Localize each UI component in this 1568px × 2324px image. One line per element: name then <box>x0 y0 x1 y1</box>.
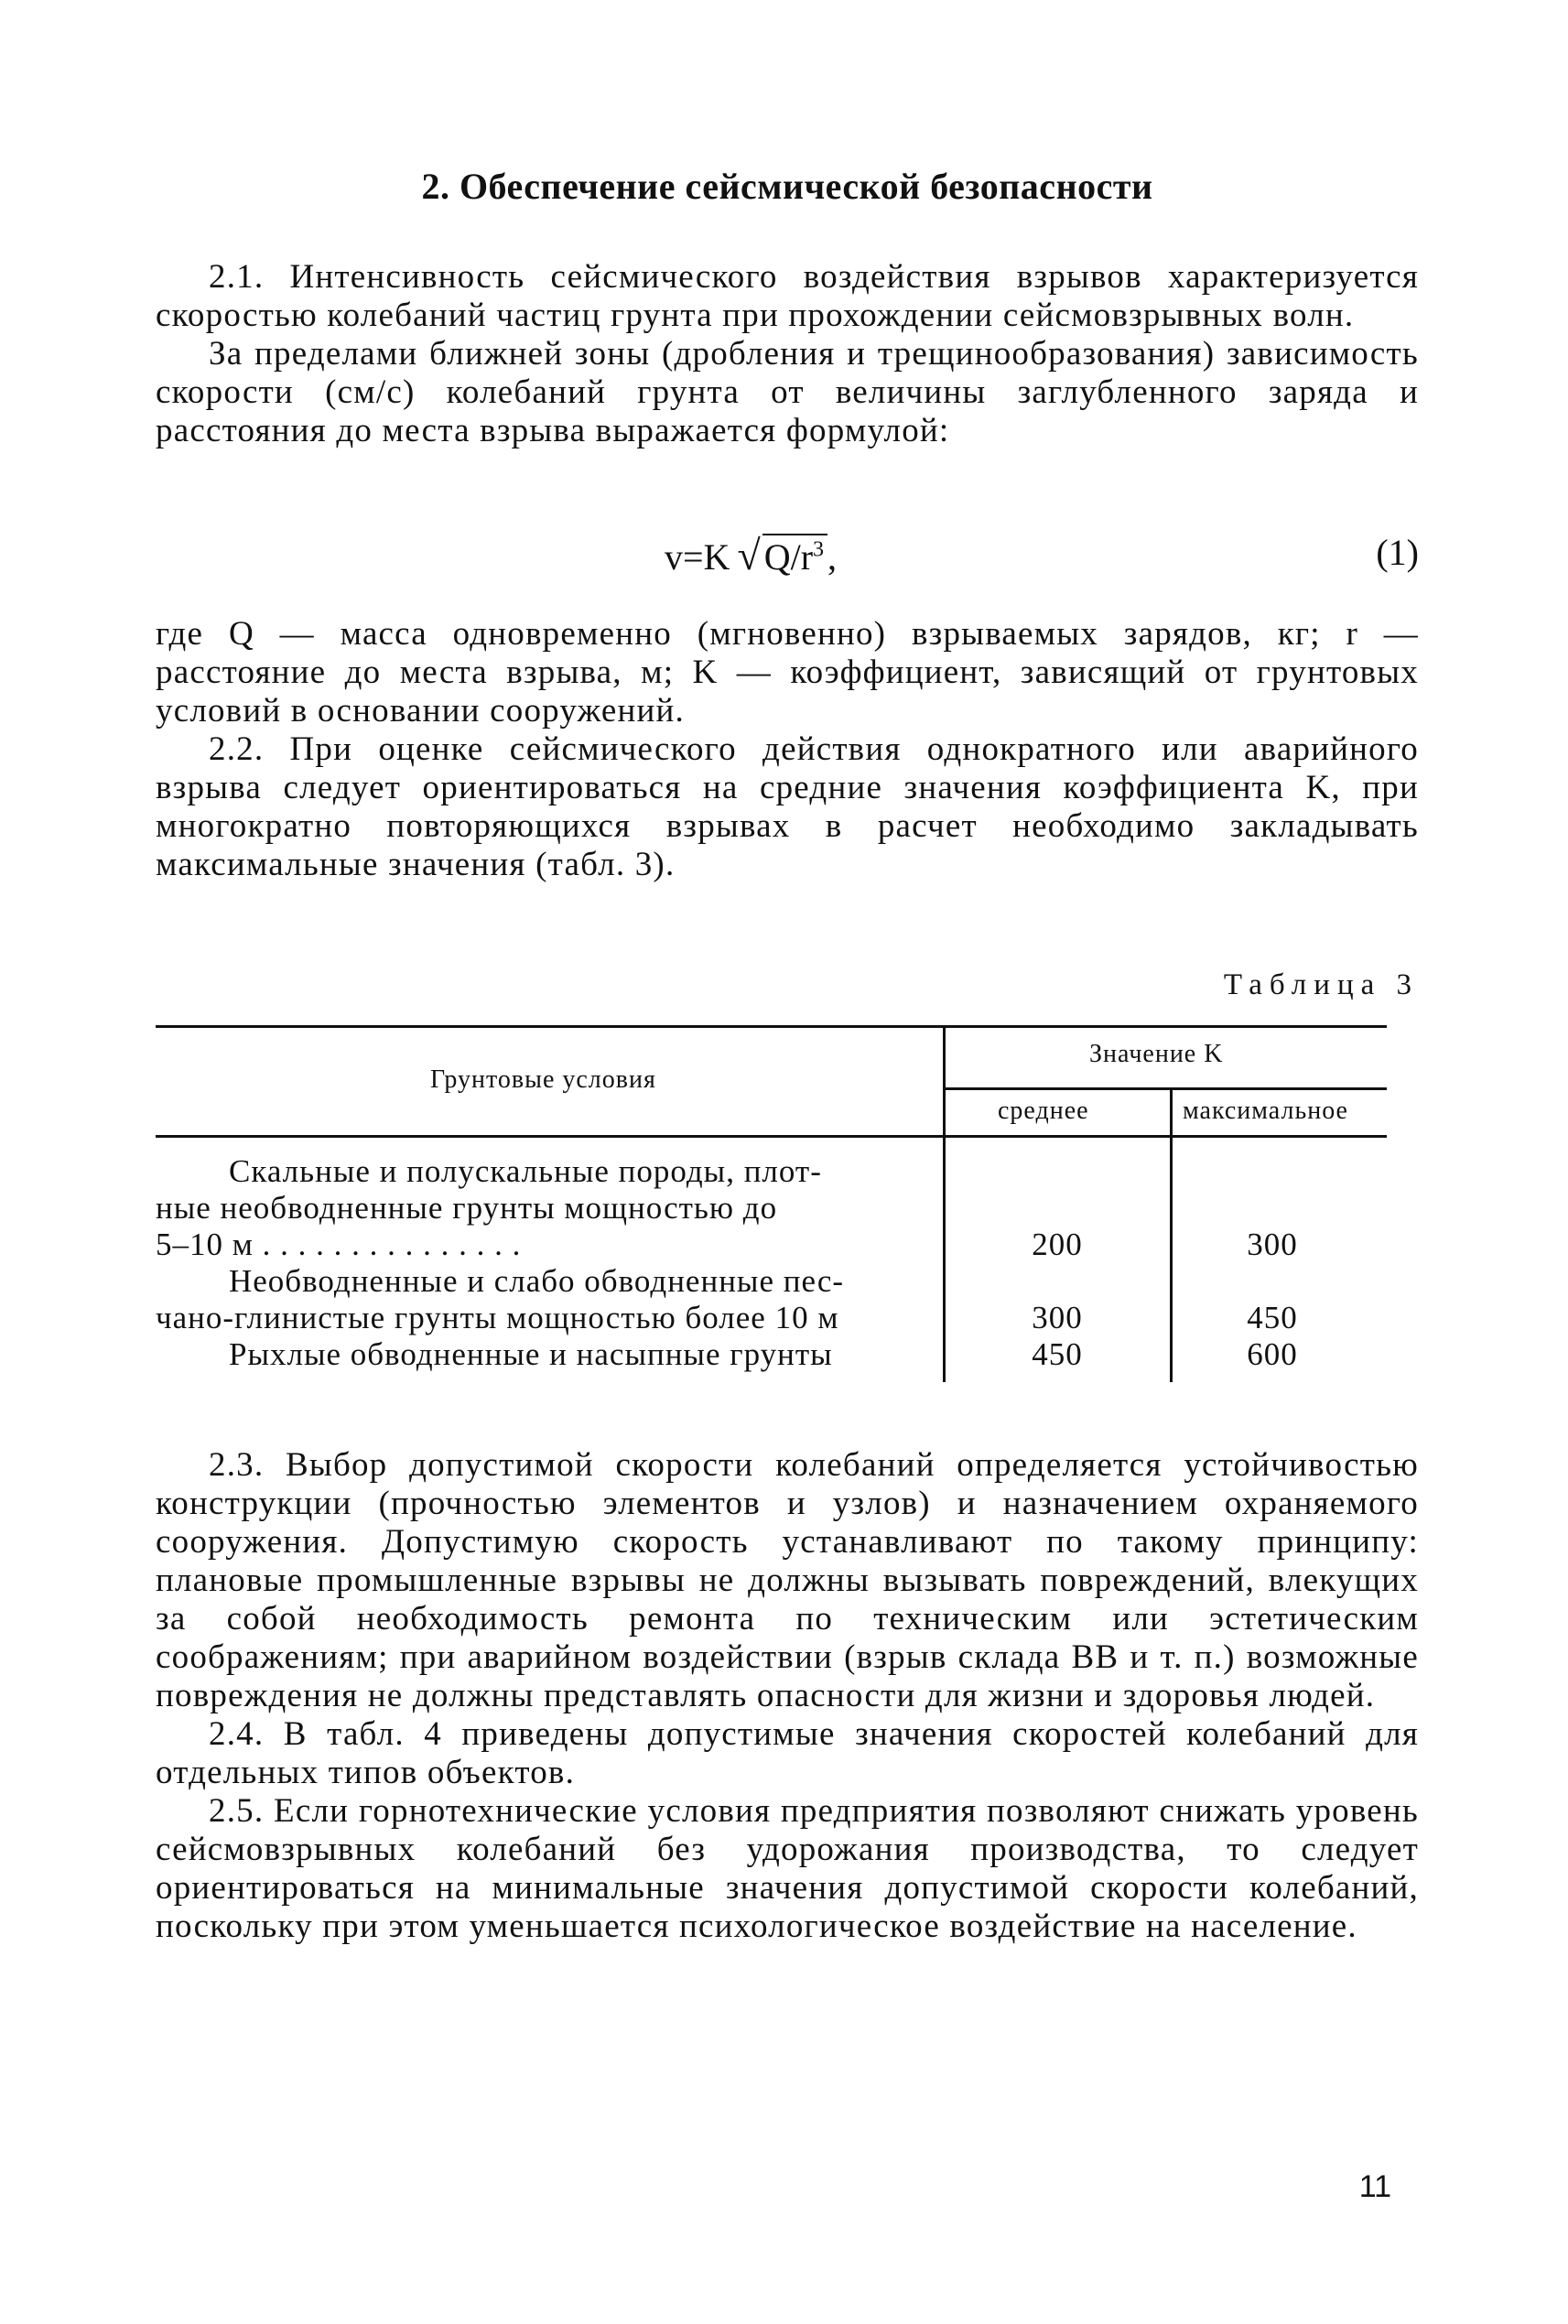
table-3 <box>156 1025 1387 1391</box>
text-block-definitions <box>156 615 1419 884</box>
header-soil-conditions: Грунтовые условия <box>430 1065 656 1094</box>
header-max: максимальное <box>1183 1097 1348 1125</box>
table-header-bottom-rule <box>156 1135 1387 1138</box>
row-1-line-1: Скальные и полускальные породы, плот- <box>229 1153 822 1189</box>
section-title: 2. Обеспечение сейсмической безопасности <box>421 166 1153 207</box>
paragraph-2-1: 2.1. Интенсивность сейсмического воздействия взрывов характеризуется скоростью колебаний частиц грунта при прохождении сейсмовзрывных волн. <box>156 258 1419 334</box>
paragraph-2-3: 2.3. Выбор допустимой скорости колебаний определяется устойчивостью конструкции (прочностью элементов и узлов) и назначением охраняемого сооружения. Допустимую скорость устанавливают по такому принципу: плановые промышленные взрывы не должны вызывать повреждений, влекущих за собой необходимость ремонта по техническим или эстетическим соображениям; при аварийном воздействии (взрыв склада ВВ и т. п.) возможные повреждения не должны представлять опасности для жизни и здоровья людей. <box>156 1446 1419 1714</box>
row-2-max: 450 <box>1247 1300 1298 1335</box>
header-k-value: Значение K <box>1089 1040 1224 1068</box>
table-caption: Таблица 3 <box>1223 968 1419 1001</box>
header-mean: среднее <box>998 1097 1089 1125</box>
table-column-divider-1 <box>943 1025 946 1382</box>
row-2-line-1: Необводненные и слабо обводненные пес- <box>229 1263 845 1299</box>
paragraph-near-zone: За пределами ближней зоны (дробления и трещинообразования) зависимость скорости (см/с) колебаний грунта от величины заглубленного заряда и расстояния до места взрыва выражается формулой: <box>156 335 1419 449</box>
formula-radicand <box>762 534 827 578</box>
formula-trailing: , <box>827 536 838 578</box>
text-block-intro <box>156 258 1419 450</box>
formula-1 <box>156 531 1419 586</box>
formula-number: (1) <box>1376 532 1419 573</box>
row-3-mean: 450 <box>1032 1336 1083 1372</box>
page-number: 11 <box>1358 2169 1391 2204</box>
paragraph-2-5: 2.5. Если горнотехнические условия предприятия позволяют снижать уровень сейсмовзрывных колебаний без удорожания производства, то следует ориентироваться на минимальные значения допустимой скорости колебаний, поскольку при этом уменьшается психологическое воздействие на население. <box>156 1792 1419 1945</box>
table-k-subheader-rule <box>945 1087 1387 1090</box>
paragraph-2-4: 2.4. В табл. 4 приведены допустимые значения скоростей колебаний для отдельных типов объектов. <box>156 1715 1419 1791</box>
row-2-mean: 300 <box>1032 1300 1083 1335</box>
row-3-max: 600 <box>1247 1336 1298 1372</box>
row-3-line-1: Рыхлые обводненные и насыпные грунты <box>229 1336 833 1372</box>
formula-radicand-text: Q/r <box>763 536 814 578</box>
formula-exponent: 3 <box>813 537 825 562</box>
row-1-line-3: 5–10 м . . . . . . . . . . . . . . . <box>156 1227 522 1262</box>
row-1-mean: 200 <box>1032 1227 1083 1262</box>
table-top-rule <box>156 1025 1387 1028</box>
root-sign-icon: √ <box>737 532 761 578</box>
table-column-divider-2 <box>1170 1087 1173 1382</box>
paragraph-variable-definitions: где Q — масса одновременно (мгновенно) взрываемых зарядов, кг; r — расстояние до места взрыва, м; K — коэффициент, зависящий от грунтовых условий в основании сооружений. <box>156 615 1419 730</box>
formula-expression <box>665 531 837 579</box>
row-1-line-2: ные необводненные грунты мощностью до <box>156 1190 778 1226</box>
paragraph-2-2: 2.2. При оценке сейсмического действия однократного или аварийного взрыва следует ориентироваться на средние значения коэффициента K, при многократно повторяющихся взрывах в расчет необходимо закладывать максимальные значения (табл. 3). <box>156 730 1419 883</box>
formula-lhs: v=K <box>665 536 730 578</box>
row-1-max: 300 <box>1247 1227 1298 1262</box>
text-block-permissible-velocity <box>156 1446 1419 1946</box>
row-2-line-2: чано-глинистые грунты мощностью более 10 м <box>156 1300 839 1335</box>
